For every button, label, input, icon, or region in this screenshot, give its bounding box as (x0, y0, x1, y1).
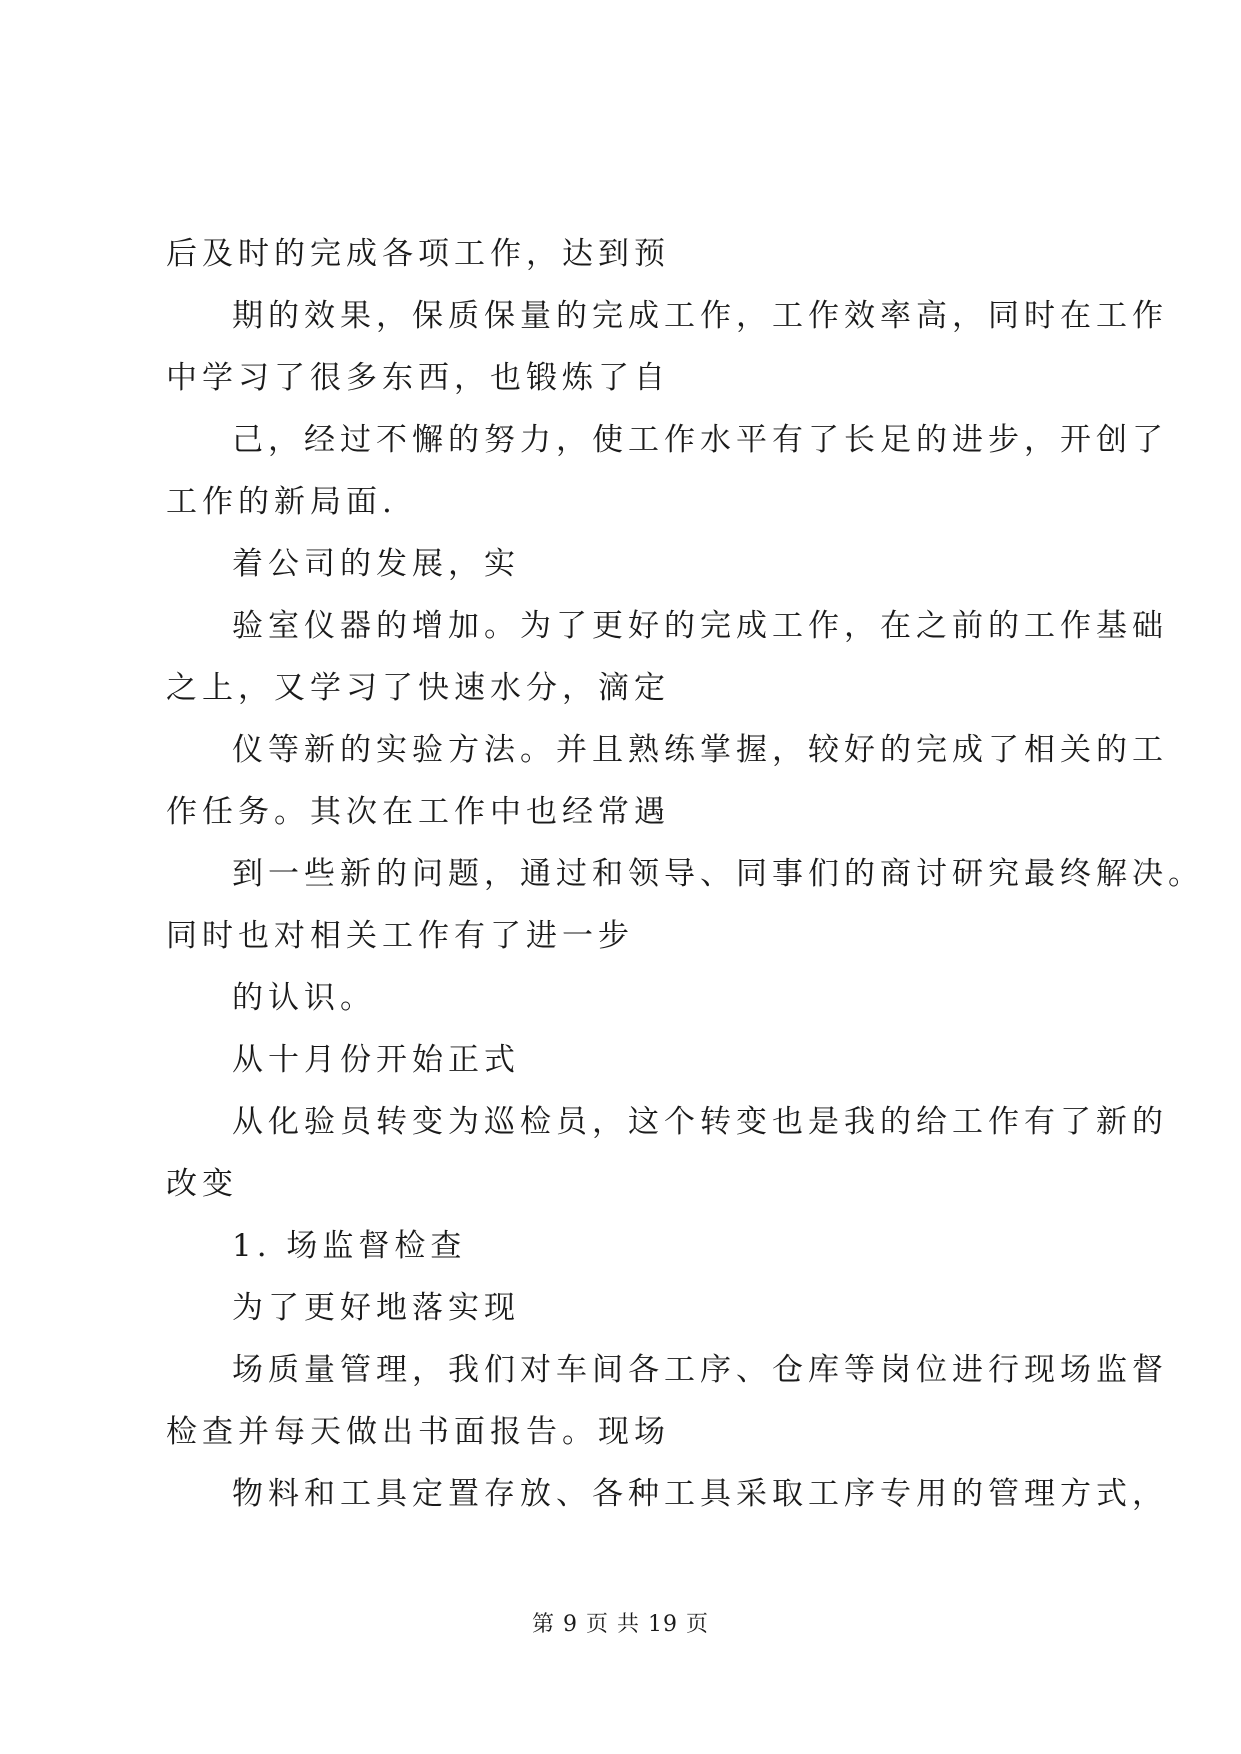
body-line: 到一些新的问题，通过和领导、同事们的商讨研究最终解决。 (232, 856, 1204, 892)
body-line: 着公司的发展，实 (232, 546, 520, 582)
body-line: 场质量管理，我们对车间各工序、仓库等岗位进行现场监督 (232, 1352, 1168, 1388)
body-line: 作任务。其次在工作中也经常遇 (166, 794, 670, 830)
section-heading: 1. 场监督检查 (232, 1228, 467, 1264)
body-line: 检查并每天做出书面报告。现场 (166, 1414, 670, 1450)
page-number-footer: 第 9 页 共 19 页 (532, 1612, 709, 1637)
body-line: 仪等新的实验方法。并且熟练掌握，较好的完成了相关的工 (232, 732, 1168, 768)
body-line: 之上，又学习了快速水分，滴定 (166, 670, 670, 706)
body-line: 的认识。 (232, 980, 376, 1016)
body-line: 物料和工具定置存放、各种工具采取工序专用的管理方式， (232, 1476, 1168, 1512)
body-line: 己，经过不懈的努力，使工作水平有了长足的进步，开创了 (232, 422, 1168, 458)
body-line: 工作的新局面. (166, 484, 397, 520)
body-line: 从十月份开始正式 (232, 1042, 520, 1078)
body-line: 同时也对相关工作有了进一步 (166, 918, 634, 954)
body-line: 中学习了很多东西，也锻炼了自 (166, 360, 670, 396)
body-line: 为了更好地落实现 (232, 1290, 520, 1326)
body-line: 期的效果，保质保量的完成工作，工作效率高，同时在工作 (232, 298, 1168, 334)
body-line: 改变 (166, 1166, 238, 1202)
body-line: 后及时的完成各项工作，达到预 (166, 236, 670, 272)
body-line: 从化验员转变为巡检员，这个转变也是我的给工作有了新的 (232, 1104, 1168, 1140)
body-line: 验室仪器的增加。为了更好的完成工作，在之前的工作基础 (232, 608, 1168, 644)
